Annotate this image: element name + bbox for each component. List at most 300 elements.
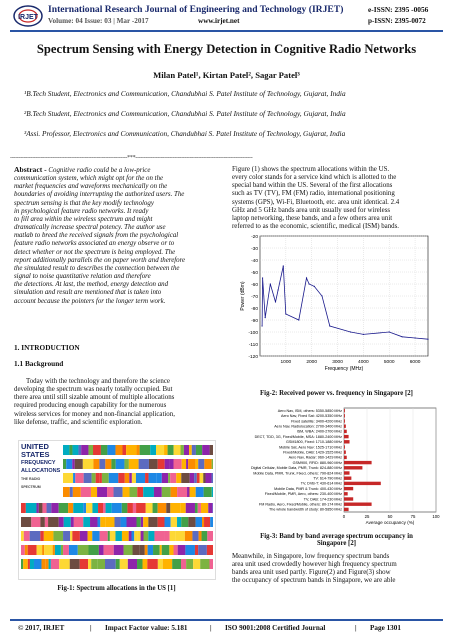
- power-point: [350, 331, 351, 332]
- allocation-band-segment: [181, 473, 189, 483]
- allocation-band-segment: [86, 503, 92, 513]
- occupancy-bar: [344, 430, 347, 433]
- allocation-band-segment: [139, 459, 149, 469]
- power-point: [275, 301, 276, 302]
- allocation-band-segment: [210, 517, 213, 527]
- allocation-band-segment: [170, 531, 176, 541]
- allocation-band-segment: [72, 459, 74, 469]
- allocation-band-segment: [59, 503, 68, 513]
- allocation-band-segment: [126, 445, 136, 455]
- eissn: e-ISSN: 2395 -0056: [368, 5, 429, 14]
- x-tick-label: 6000: [409, 360, 421, 365]
- power-point: [389, 331, 390, 332]
- category-label: FM Radio, Aero, Fixed/Mobile, others: 80-174 MHz: [258, 502, 342, 507]
- occupancy-bar: [344, 419, 345, 422]
- figure1-description: Figure (1) shows the spectrum allocations within the US. every color stands for a service kind which is allotted to the special band within the US. Several of the first allocations such as TV (TV), FM (FM) radio, international positioning systems (GPS), Wi-Fi, Bluetooth, etc. area unit identical. 2.4 GHz and 5 GHz bands area unit usually used for wireless laptop networking, these bands, and a few others area unit referred to as the economic, scientific, medical (ISM) bands.: [232, 166, 400, 231]
- allocation-band-segment: [80, 531, 88, 541]
- y-tick-label: -90: [251, 318, 258, 324]
- allocation-band-segment: [143, 531, 148, 541]
- allocation-band-segment: [149, 459, 158, 469]
- allocation-band-segment: [138, 531, 141, 541]
- power-point: [402, 336, 403, 337]
- allocation-band-segment: [21, 559, 23, 569]
- power-point: [298, 319, 299, 320]
- volume-info: Volume: 04 Issue: 03 | Mar -2017: [48, 17, 149, 25]
- allocation-band-segment: [48, 517, 59, 527]
- allocation-band-segment: [209, 559, 213, 569]
- category-label: Mobile Data, PMR & Trunk: 400-430 MHz: [274, 486, 342, 491]
- allocation-band-segment: [207, 545, 213, 555]
- allocation-band-segment: [30, 531, 41, 541]
- category-label: Fixed satellite: 3400-4200 MHz: [291, 419, 342, 424]
- allocation-band-segment: [71, 517, 74, 527]
- category-label: TV: 614-790 MHz: [313, 476, 342, 481]
- allocation-band-segment: [198, 459, 204, 469]
- allocation-band-segment: [136, 473, 145, 483]
- allocation-band-segment: [124, 545, 129, 555]
- allocation-band-segment: [197, 473, 200, 483]
- allocation-band-segment: [51, 559, 59, 569]
- allocation-band-segment: [125, 473, 130, 483]
- allocation-band-segment: [90, 517, 97, 527]
- allocation-band-segment: [92, 473, 96, 483]
- power-point: [265, 317, 266, 318]
- allocation-band-segment: [72, 531, 80, 541]
- allocation-band-segment: [108, 531, 110, 541]
- category-label: DECT, TDD, 3G, Fixed/Mobile, MSA: 1880-2400 MHz: [254, 434, 342, 439]
- occupancy-bar: [344, 471, 350, 474]
- allocation-band-segment: [120, 559, 128, 569]
- y-tick-label: -110: [248, 342, 258, 348]
- allocation-band-segment: [40, 531, 44, 541]
- allocation-band-segment: [186, 459, 188, 469]
- allocation-band-segment: [189, 445, 192, 455]
- allocation-band-segment: [105, 559, 116, 569]
- allocation-band-segment: [182, 459, 186, 469]
- power-point: [261, 325, 262, 326]
- allocation-band-segment: [211, 473, 213, 483]
- allocation-band-segment: [59, 517, 64, 527]
- x-tick-label: 25: [364, 514, 370, 519]
- allocation-band-segment: [198, 545, 207, 555]
- allocation-band-segment: [93, 445, 101, 455]
- y-tick-label: -50: [251, 270, 258, 276]
- allocation-band-segment: [181, 517, 188, 527]
- affiliation-3: ³Assi. Professor, Electronics and Communication, Chandubhai S. Patel Institute of Technology, Gujarat, India: [24, 129, 346, 138]
- occupancy-bar: [344, 456, 347, 459]
- allocation-band-segment: [181, 559, 186, 569]
- allocation-band-segment: [42, 545, 44, 555]
- allocation-band-segment: [137, 517, 141, 527]
- allocation-band-segment: [31, 517, 40, 527]
- allocation-band-segment: [73, 487, 81, 497]
- y-tick-label: -120: [248, 354, 258, 360]
- allocation-band-segment: [168, 445, 174, 455]
- allocation-band-segment: [143, 487, 154, 497]
- poster-title-3: FREQUENCY: [21, 460, 56, 466]
- irjet-logo: [13, 5, 43, 27]
- occupancy-bar: [344, 414, 345, 417]
- allocation-band-segment: [132, 531, 135, 541]
- allocation-band-segment: [21, 545, 25, 555]
- allocation-band-segment: [170, 459, 174, 469]
- allocation-band-segment: [200, 559, 209, 569]
- allocation-band-segment: [53, 531, 63, 541]
- allocation-band-segment: [130, 487, 138, 497]
- allocation-band-segment: [84, 473, 92, 483]
- allocation-band-segment: [174, 545, 178, 555]
- footer-rule: [10, 619, 443, 621]
- authors: Milan Patel¹, Kirtan Patel², Sagar Patel³: [153, 70, 300, 80]
- power-point: [427, 339, 428, 340]
- allocation-band-segment: [171, 517, 177, 527]
- power-point: [414, 337, 415, 338]
- allocation-band-segment: [63, 459, 66, 469]
- x-tick-label: 4000: [358, 360, 369, 365]
- allocation-band-segment: [137, 445, 140, 455]
- allocation-band-segment: [37, 545, 43, 555]
- allocation-band-segment: [188, 517, 195, 527]
- allocation-band-segment: [106, 517, 115, 527]
- allocation-band-segment: [143, 517, 148, 527]
- allocation-band-segment: [204, 459, 211, 469]
- allocation-band-segment: [114, 487, 123, 497]
- allocation-band-segment: [111, 459, 115, 469]
- allocation-band-segment: [49, 559, 51, 569]
- allocation-band-segment: [132, 473, 136, 483]
- allocation-band-segment: [74, 517, 83, 527]
- singapore-paragraph: Meanwhile, in Singapore, low frequency spectrum bands area unit used crowdedly however high frequency spectrum bands area unit used partly. Figure(2) and Figure(3) show the occupancy of spectrum bands in Singapore, we are able: [232, 553, 397, 585]
- allocation-band-segment: [200, 473, 204, 483]
- allocation-band-segment: [206, 473, 212, 483]
- allocation-band-segment: [96, 473, 100, 483]
- allocation-band-segment: [103, 503, 106, 513]
- allocation-band-segment: [154, 531, 164, 541]
- allocation-band-segment: [63, 473, 73, 483]
- allocation-band-segment: [89, 545, 99, 555]
- allocation-band-segment: [99, 459, 105, 469]
- footer-copyright: © 2017, IRJET: [18, 624, 65, 632]
- category-label: TV, DVB-T: 430-614 MHz: [300, 481, 342, 486]
- allocation-band-segment: [149, 473, 157, 483]
- allocation-band-segment: [146, 503, 153, 513]
- occupancy-bar: [344, 435, 349, 438]
- allocation-band-segment: [46, 559, 49, 569]
- allocation-band-segment: [137, 487, 143, 497]
- allocation-band-segment: [164, 445, 168, 455]
- category-label: Aero Nav, Radiolocation: 2700-3400 MHz: [274, 424, 342, 429]
- category-label: Fixed/Mobile, DAB: 1429-1525 MHz: [283, 450, 342, 455]
- category-label: Fixed/Mobile, PMR, Aero, others: 230-400 MHz: [264, 492, 342, 497]
- allocation-band-segment: [44, 531, 54, 541]
- poster-title-5: THE RADIO SPECTRUM: [21, 477, 41, 489]
- allocation-band-segment: [196, 517, 202, 527]
- allocation-band-segment: [170, 503, 180, 513]
- allocation-band-segment: [156, 473, 162, 483]
- fig3-occupancy-chart: [232, 406, 444, 530]
- allocation-band-segment: [66, 459, 72, 469]
- allocation-band-segment: [176, 473, 181, 483]
- allocation-band-segment: [124, 459, 128, 469]
- allocation-band-segment: [134, 531, 137, 541]
- allocation-band-segment: [69, 545, 78, 555]
- allocation-band-segment: [28, 545, 37, 555]
- allocation-band-segment: [129, 473, 132, 483]
- allocation-band-segment: [210, 445, 213, 455]
- allocation-band-segment: [190, 473, 194, 483]
- occupancy-bar: [344, 461, 372, 464]
- allocation-band-segment: [212, 459, 213, 469]
- allocation-band-segment: [70, 559, 80, 569]
- allocation-band-segment: [93, 459, 99, 469]
- allocation-band-segment: [162, 545, 170, 555]
- allocation-band-segment: [170, 473, 176, 483]
- allocation-band-segment: [137, 559, 142, 569]
- x-tick-label: 0: [342, 514, 346, 519]
- allocation-band-segment: [63, 445, 69, 455]
- allocation-band-segment: [143, 559, 148, 569]
- allocation-band-segment: [45, 517, 48, 527]
- allocation-band-segment: [61, 545, 63, 555]
- y-tick-label: -70: [251, 294, 258, 300]
- allocation-band-segment: [73, 503, 83, 513]
- poster-title-2: STATES: [21, 450, 50, 459]
- allocation-band-segment: [72, 445, 78, 455]
- x-axis-label: Average occupancy (%): [365, 520, 415, 525]
- allocation-band-segment: [107, 445, 115, 455]
- x-tick-label: 2000: [306, 360, 318, 365]
- allocation-band-segment: [140, 545, 145, 555]
- allocation-band-segment: [59, 559, 70, 569]
- allocation-band-segment: [81, 487, 91, 497]
- allocation-band-segment: [162, 473, 168, 483]
- allocation-band-segment: [47, 503, 52, 513]
- y-tick-label: -30: [251, 246, 258, 252]
- pissn: p-ISSN: 2395-0072: [368, 17, 426, 25]
- allocation-band-segment: [92, 503, 98, 513]
- power-point: [314, 286, 315, 287]
- allocation-band-segment: [166, 503, 170, 513]
- allocation-band-segment: [23, 559, 28, 569]
- allocation-band-segment: [212, 487, 213, 497]
- paper-title: Spectrum Sensing with Energy Detection in Cognitive Radio Networks: [36, 42, 417, 56]
- allocation-band-segment: [88, 559, 91, 569]
- category-label: GSM900, RFID: 880-960 MHz: [292, 460, 342, 465]
- allocation-band-segment: [21, 517, 31, 527]
- occupancy-bar: [344, 487, 353, 490]
- power-point: [306, 277, 307, 278]
- occupancy-bar: [344, 492, 348, 495]
- section-background: 1.1 Background: [14, 359, 64, 368]
- allocation-band-segment: [64, 517, 71, 527]
- allocation-band-segment: [123, 445, 127, 455]
- allocation-band-segment: [80, 559, 88, 569]
- category-label: Digital Cellular, Mobile Data, PMR, Trunk: 824-880 MHz: [251, 466, 342, 471]
- allocation-band-segment: [63, 545, 69, 555]
- allocation-band-segment: [107, 487, 113, 497]
- footer-impact: Impact Factor value: 5.181: [105, 624, 188, 632]
- allocation-band-segment: [105, 459, 111, 469]
- category-label: Mobile Data, PMR, Trunk, Fixed, others: 790-824 MHz: [253, 471, 342, 476]
- power-point: [309, 283, 310, 284]
- allocation-band-segment: [121, 517, 127, 527]
- allocation-band-segment: [158, 503, 167, 513]
- allocation-band-segment: [153, 545, 160, 555]
- allocation-band-segment: [75, 459, 83, 469]
- allocation-band-segment: [25, 545, 28, 555]
- allocation-band-segment: [184, 445, 189, 455]
- occupancy-bar: [344, 440, 350, 443]
- power-point: [363, 334, 364, 335]
- allocation-band-segment: [28, 559, 30, 569]
- allocation-band-segment: [123, 487, 130, 497]
- allocation-band-segment: [69, 445, 72, 455]
- allocation-band-segment: [154, 487, 162, 497]
- power-point: [270, 283, 271, 284]
- allocation-band-segment: [174, 445, 181, 455]
- allocation-band-segment: [158, 517, 165, 527]
- allocation-bands: [19, 441, 215, 579]
- fig3-caption: Fig-3: Band by band average spectrum occupancy in Singapore [2]: [260, 533, 413, 547]
- allocation-band-segment: [148, 517, 157, 527]
- allocation-band-segment: [39, 503, 43, 513]
- fig2-power-chart: [238, 232, 438, 382]
- allocation-band-segment: [196, 487, 204, 497]
- allocation-band-segment: [40, 517, 44, 527]
- power-point: [321, 295, 322, 296]
- y-tick-label: -60: [251, 282, 258, 288]
- allocation-band-segment: [41, 559, 45, 569]
- allocation-band-segment: [192, 531, 198, 541]
- allocation-band-segment: [98, 559, 105, 569]
- allocation-band-segment: [100, 531, 108, 541]
- allocation-band-segment: [186, 559, 193, 569]
- allocation-band-segment: [202, 445, 209, 455]
- allocation-band-segment: [99, 545, 104, 555]
- poster-title-1: UNITED: [21, 442, 49, 451]
- journal-url[interactable]: www.irjet.net: [198, 17, 240, 25]
- allocation-band-segment: [63, 487, 70, 497]
- allocation-band-segment: [199, 531, 202, 541]
- allocation-band-segment: [136, 503, 146, 513]
- allocation-band-segment: [53, 545, 55, 555]
- allocation-band-segment: [186, 503, 195, 513]
- section-introduction: 1. INTRODUCTION: [14, 343, 80, 352]
- allocation-band-segment: [116, 559, 120, 569]
- x-axis-label: Frequency (MHz): [324, 366, 364, 372]
- power-point: [283, 265, 284, 266]
- allocation-band-segment: [118, 473, 124, 483]
- allocation-band-segment: [100, 517, 105, 527]
- affiliation-1: ¹B.Tech Student, Electronics and Communication, Chandubhai S. Patel Institute of Technology, Gujarat, India: [24, 89, 346, 98]
- allocation-band-segment: [36, 503, 38, 513]
- allocation-band-segment: [192, 445, 196, 455]
- allocation-band-segment: [158, 459, 165, 469]
- allocation-band-segment: [129, 459, 139, 469]
- allocation-band-segment: [88, 531, 93, 541]
- allocation-band-segment: [208, 503, 212, 513]
- allocation-band-segment: [129, 531, 132, 541]
- allocation-band-segment: [78, 545, 89, 555]
- allocation-band-segment: [83, 503, 86, 513]
- allocation-band-segment: [195, 503, 198, 513]
- allocation-band-segment: [128, 559, 137, 569]
- allocation-band-segment: [169, 545, 173, 555]
- allocation-band-segment: [204, 517, 210, 527]
- allocation-band-segment: [122, 531, 129, 541]
- allocation-band-segment: [164, 531, 169, 541]
- allocation-band-segment: [97, 487, 107, 497]
- y-tick-label: -20: [251, 234, 258, 240]
- allocation-band-segment: [195, 545, 198, 555]
- allocation-band-segment: [180, 503, 185, 513]
- allocation-band-segment: [201, 503, 208, 513]
- power-point: [277, 289, 278, 290]
- allocation-band-segment: [102, 473, 109, 483]
- background-text: Today with the technology and therefore the science developing the spectrum was nearly totally occupied. But there area until still sizable amount of multiple allocations required producing enough capability for the numerous wireless services for money and non-financial application, like defense, traffic, and scientific exploration.: [14, 378, 175, 426]
- allocation-band-segment: [202, 517, 204, 527]
- x-tick-label: 5000: [383, 360, 395, 365]
- occupancy-bar: [344, 445, 345, 448]
- allocation-band-segment: [24, 531, 30, 541]
- allocation-band-segment: [113, 531, 116, 541]
- allocation-band-segment: [98, 517, 101, 527]
- category-label: Aero Nav, ISM, others: 5350-5850 MHz: [277, 408, 342, 413]
- allocation-band-segment: [177, 487, 187, 497]
- allocation-band-segment: [156, 445, 164, 455]
- y-tick-label: -40: [251, 258, 258, 264]
- allocation-band-segment: [88, 445, 93, 455]
- category-label: Mobile Sat, Aero Nav: 1525-1710 MHz: [279, 445, 342, 450]
- allocation-band-segment: [42, 503, 46, 513]
- allocation-band-segment: [91, 487, 97, 497]
- occupancy-bar: [344, 477, 351, 480]
- allocation-band-segment: [171, 487, 178, 497]
- poster-title-4: ALLOCATIONS: [21, 468, 61, 474]
- x-tick-label: 75: [410, 514, 416, 519]
- allocation-band-segment: [99, 473, 102, 483]
- category-label: Aero Nav, Radar: 960-1429 MHz: [288, 455, 342, 460]
- allocation-band-segment: [21, 503, 26, 513]
- allocation-band-segment: [92, 531, 99, 541]
- allocation-band-segment: [145, 473, 148, 483]
- allocation-band-segment: [112, 503, 122, 513]
- allocation-band-segment: [98, 503, 103, 513]
- allocation-band-segment: [168, 473, 170, 483]
- allocation-band-segment: [174, 459, 182, 469]
- allocation-band-segment: [176, 531, 185, 541]
- allocation-band-segment: [141, 531, 144, 541]
- occupancy-bar: [344, 466, 362, 469]
- allocation-band-segment: [190, 487, 196, 497]
- occupancy-bar: [344, 425, 346, 428]
- category-label: Aero Nav, Fixed Sat: 4200-5350 MHz: [280, 414, 342, 419]
- x-tick-label: 3000: [332, 360, 343, 365]
- allocation-band-segment: [202, 531, 208, 541]
- occupancy-bar: [344, 409, 345, 412]
- allocation-band-segment: [195, 459, 198, 469]
- y-axis-label: Power (dBm): [240, 281, 246, 311]
- allocation-band-segment: [73, 473, 75, 483]
- allocation-band-segment: [70, 531, 72, 541]
- allocation-band-segment: [68, 503, 73, 513]
- allocation-band-segment: [148, 545, 153, 555]
- allocation-band-segment: [115, 445, 122, 455]
- allocation-band-segment: [30, 559, 34, 569]
- allocation-band-segment: [158, 559, 163, 569]
- allocation-band-segment: [185, 545, 195, 555]
- allocation-band-segment: [172, 559, 181, 569]
